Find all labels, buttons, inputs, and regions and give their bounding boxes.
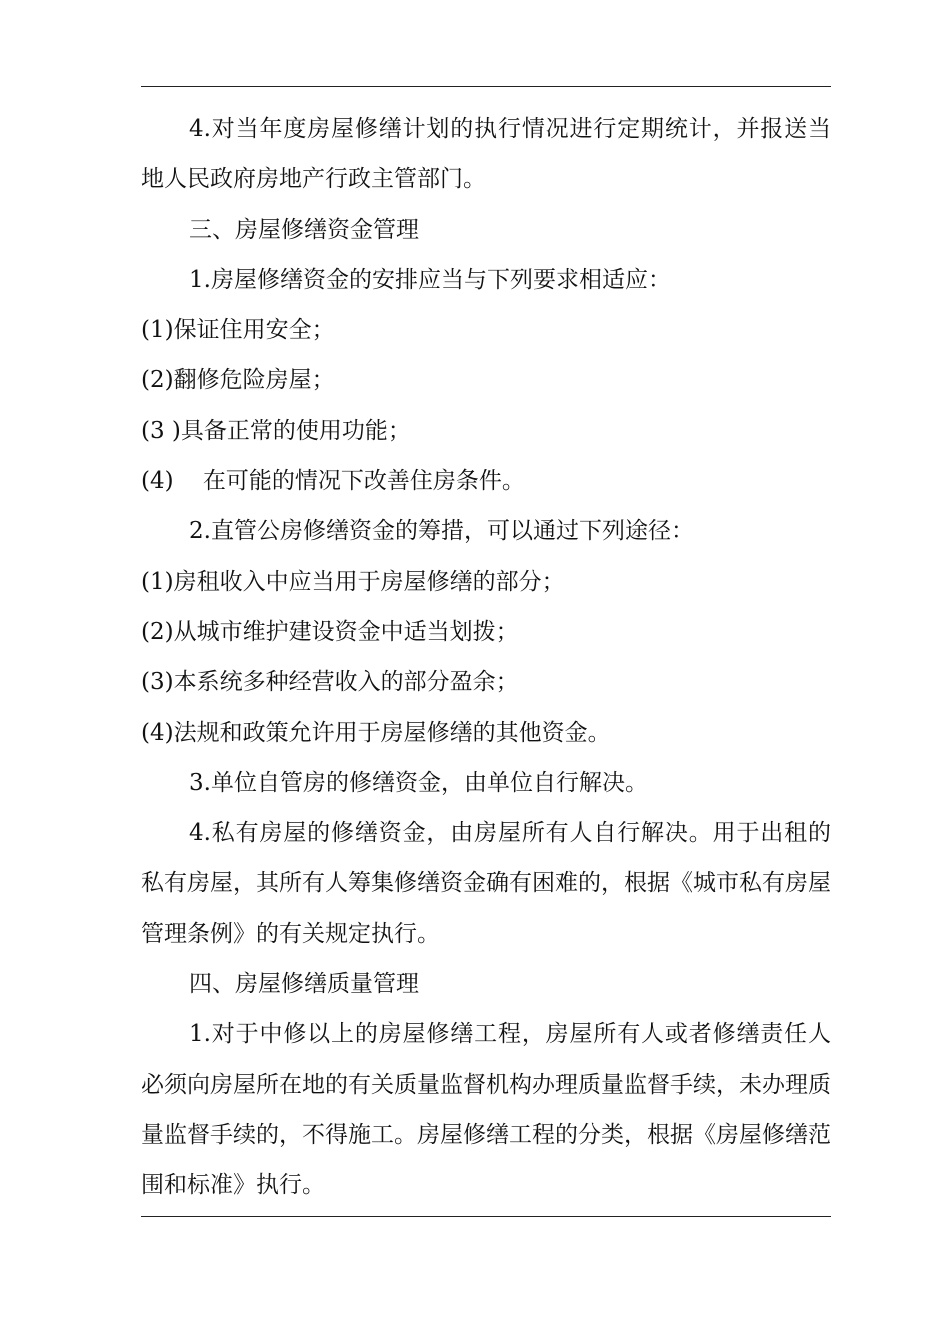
section-heading-funds: 三、房屋修缮资金管理 — [189, 216, 419, 243]
paragraph-funds-sources: 2.直管公房修缮资金的筹措，可以通过下列途径： — [189, 518, 694, 545]
paragraph-unit-funds: 3.单位自管房的修缮资金，由单位自行解决。 — [189, 769, 648, 796]
section-heading-quality: 四、房屋修缮质量管理 — [189, 971, 419, 998]
list-item: (3)本系统多种经营收入的部分盈余； — [141, 669, 519, 696]
list-item: (1)房租收入中应当用于房屋修缮的部分； — [141, 568, 565, 595]
paragraph-private-funds: 4.私有房屋的修缮资金，由房屋所有人自行解决。用于出租的私有房屋，其所有人筹集修缮资金确有困难的，根据《城市私有房屋管理条例》的有关规定执行。 — [141, 820, 831, 947]
paragraph-stats-report: 4.对当年度房屋修缮计划的执行情况进行定期统计，并报送当地人民政府房地产行政主管部门。 — [141, 116, 831, 193]
list-item: (2)从城市维护建设资金中适当划拨； — [141, 618, 519, 645]
footer-rule — [141, 1216, 831, 1217]
list-item: (3 )具备正常的使用功能； — [141, 417, 411, 444]
list-item: (2)翻修危险房屋； — [141, 367, 335, 394]
list-item: (4)法规和政策允许用于房屋修缮的其他资金。 — [141, 719, 611, 746]
page-body — [141, 104, 831, 1211]
paragraph-quality-supervision: 1.对于中修以上的房屋修缮工程，房屋所有人或者修缮责任人必须向房屋所在地的有关质量监督机构办理质量监督手续，未办理质量监督手续的，不得施工。房屋修缮工程的分类，根据《房屋修缮范围和标准》执行。 — [141, 1021, 831, 1199]
paragraph-funds-requirements: 1.房屋修缮资金的安排应当与下列要求相适应： — [189, 266, 671, 293]
list-item: (1)保证住用安全； — [141, 317, 335, 344]
list-item: (4) 在可能的情况下改善住房条件。 — [141, 468, 525, 495]
header-rule — [141, 86, 831, 87]
